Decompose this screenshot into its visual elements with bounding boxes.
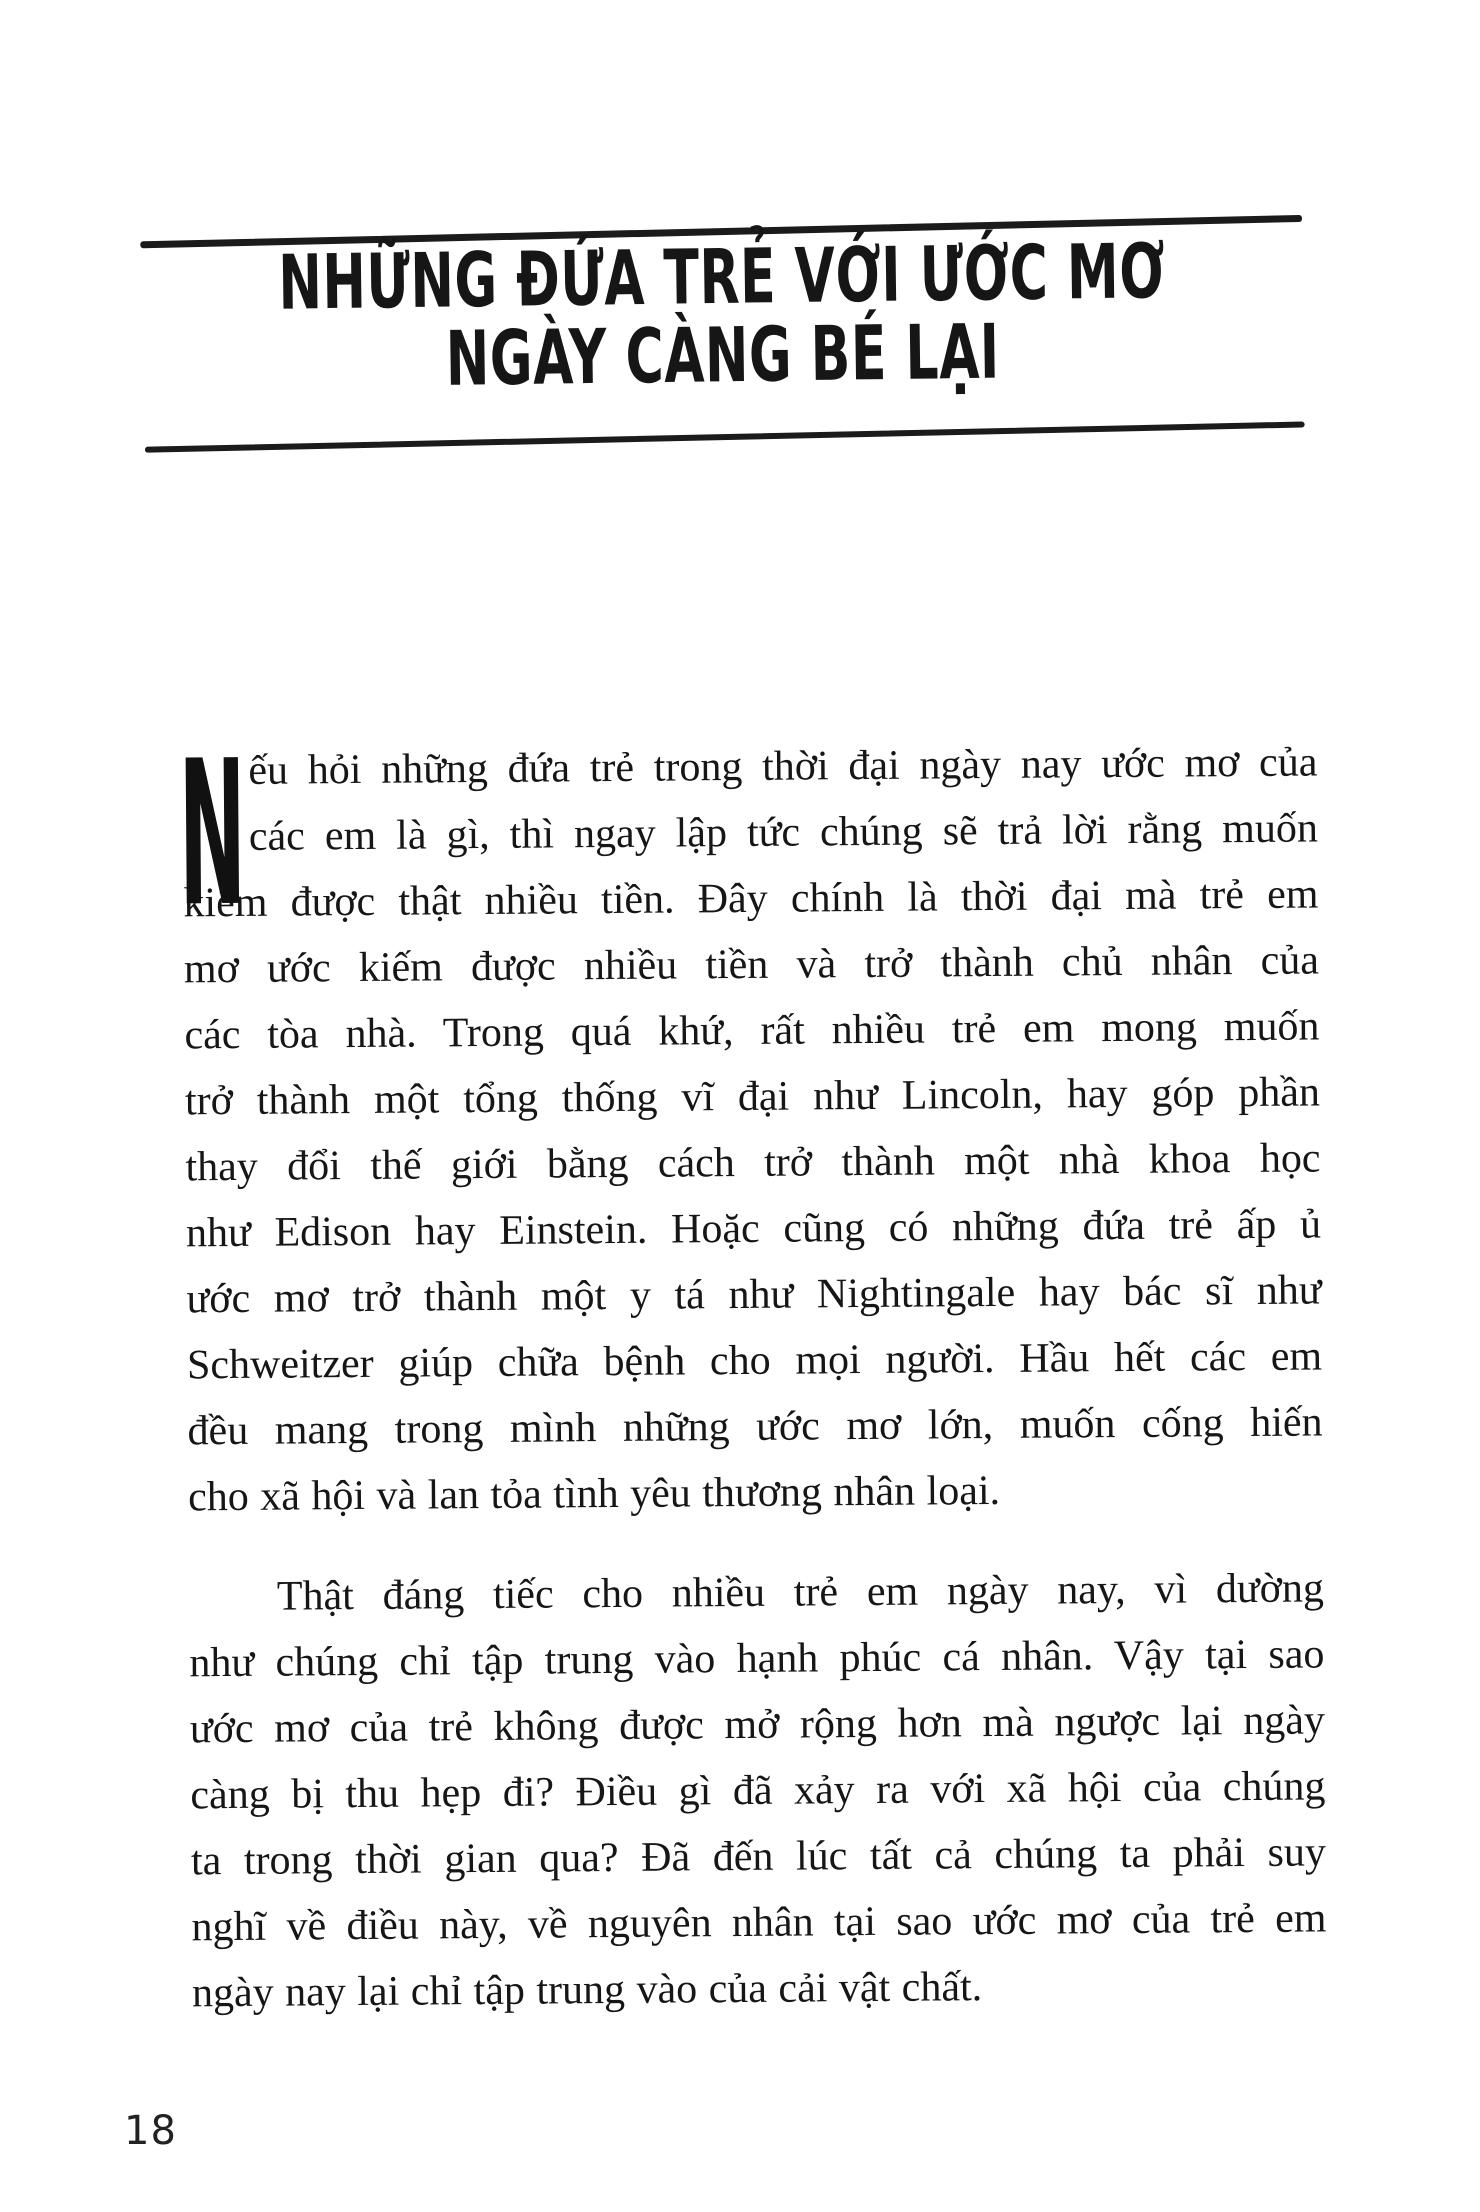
paragraph: [189, 1555, 1328, 2026]
text-line: thay đổi thế giới bằng cách trở thành một nhà khoa học: [185, 1135, 1321, 1191]
body-text: [177, 717, 1327, 2026]
title-rule-bottom: [145, 421, 1305, 452]
chapter-title-line1: NHỮNG ĐỨA TRẺ VỚI ƯỚC MƠ: [277, 228, 1166, 328]
text-line: càng bị thu hẹp đi? Điều gì đã xảy ra với xã hội của chúng: [190, 1763, 1326, 1819]
text-line: Thật đáng tiếc cho nhiều trẻ em ngày nay, vì dường: [276, 1565, 1325, 1620]
text-line: Schweitzer giúp chữa bệnh cho mọi người. Hầu hết các em: [186, 1333, 1323, 1389]
text-line: ước mơ trở thành một y tá như Nightingale hay bác sĩ như: [186, 1267, 1322, 1323]
text-line: các tòa nhà. Trong quá khứ, rất nhiều trẻ em mong muốn: [184, 1003, 1320, 1059]
text-line: ngày nay lại chỉ tập trung vào của cải vật chất.: [191, 1964, 983, 2017]
chapter-title-line2: NGÀY CÀNG BÉ LẠI: [445, 309, 1001, 404]
text-line: như Edison hay Einstein. Hoặc cũng có những đứa trẻ ấp ủ: [185, 1201, 1322, 1257]
chapter-title: [138, 228, 1306, 404]
text-line: ta trong thời gian qua? Đã đến lúc tất cả chúng ta phải suy: [190, 1829, 1327, 1885]
drop-cap: N: [177, 717, 247, 952]
paragraph: [177, 717, 1323, 1530]
text-line: nghĩ về điều này, về nguyên nhân tại sao ước mơ của trẻ em: [191, 1895, 1327, 1951]
text-line: ước mơ của trẻ không được mở rộng hơn mà ngược lại ngày: [189, 1697, 1326, 1753]
text-line: các em là gì, thì ngay lập tức chúng sẽ trả lời rằng muốn: [248, 805, 1319, 860]
text-line: ếu hỏi những đứa trẻ trong thời đại ngày nay ước mơ của: [248, 739, 1318, 794]
text-line: trở thành một tổng thống vĩ đại như Lincoln, hay góp phần: [184, 1069, 1321, 1125]
page-number: 18: [124, 2108, 177, 2154]
text-line: đều mang trong mình những ước mơ lớn, muốn cống hiến: [187, 1399, 1323, 1455]
text-line: kiếm được thật nhiều tiền. Đây chính là thời đại mà trẻ em: [183, 871, 1319, 927]
text-line: mơ ước kiếm được nhiều tiền và trở thành chủ nhân của: [183, 937, 1320, 993]
text-line: cho xã hội và lan tỏa tình yêu thương nhân loại.: [187, 1467, 1001, 1521]
text-line: như chúng chỉ tập trung vào hạnh phúc cá nhân. Vậy tại sao: [189, 1631, 1325, 1687]
